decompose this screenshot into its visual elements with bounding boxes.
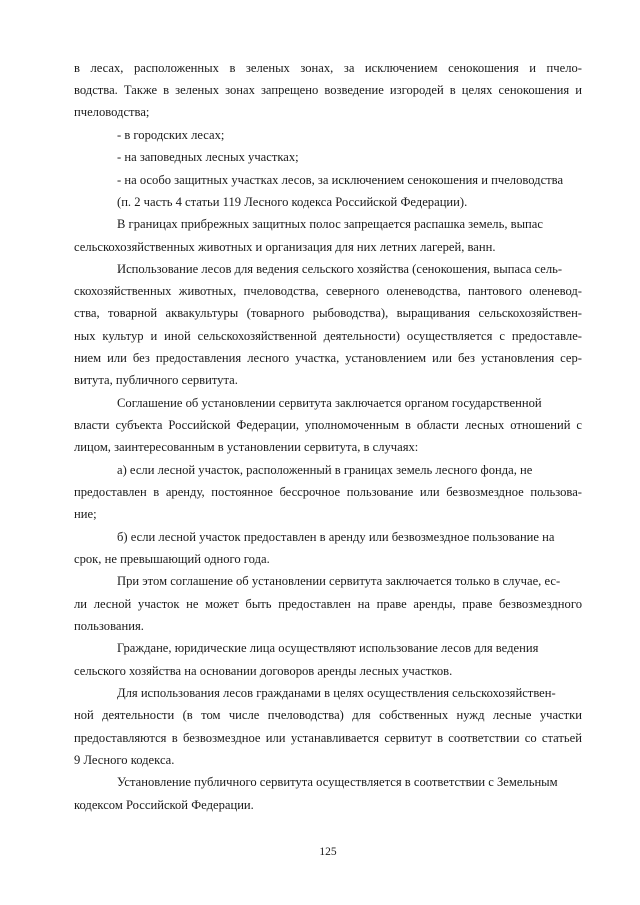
text-line: витута, публичного сервитута. (74, 373, 238, 387)
text-line: ние; (74, 507, 97, 521)
paragraph-start: Установление публичного сервитута осуществляется в соответствии с Земельным (117, 775, 558, 789)
text-line: нием или без предоставления лесного участка, установлением или без установления сер- (74, 351, 582, 365)
text-line: сельского хозяйства на основании договоров аренды лесных участков. (74, 664, 453, 678)
page-number: 125 (319, 846, 337, 858)
list-item: а) если лесной участок, расположенный в границах земель лесного фонда, не (117, 463, 533, 477)
paragraph-start: Граждане, юридические лица осуществляют использование лесов для ведения (117, 641, 539, 655)
text-line: ных культур и иной сельскохозяйственной деятельности) осуществляется с предоставле- (74, 329, 582, 343)
text-line: предоставлен в аренду, постоянное бессрочное пользование или безвозмездное пользова- (74, 485, 582, 499)
text-line: срок, не превышающий одного года. (74, 552, 270, 566)
list-item: - в городских лесах; (117, 128, 225, 142)
text-line: сельскохозяйственных животных и организация для них летних лагерей, ванн. (74, 240, 496, 254)
list-item: - на заповедных лесных участках; (117, 150, 299, 164)
text-line: ства, товарной аквакультуры (товарного рыбоводства), выращивания сельскохозяйствен- (74, 306, 582, 320)
text-line: скохозяйственных животных, пчеловодства, северного оленеводства, пантового оленевод- (74, 284, 582, 298)
text-line: пчеловодства; (74, 105, 150, 119)
paragraph-start: В границах прибрежных защитных полос запрещается распашка земель, выпас (117, 217, 543, 231)
paragraph-start: Для использования лесов гражданами в целях осуществления сельскохозяйствен- (117, 686, 556, 700)
text-line: кодексом Российской Федерации. (74, 798, 254, 812)
text-line: пользования. (74, 619, 144, 633)
text-line: ной деятельности (в том числе пчеловодства) для собственных нужд лесные участки (74, 708, 582, 722)
list-item: - на особо защитных участках лесов, за исключением сенокошения и пчеловодства (117, 173, 564, 187)
text-line: 9 Лесного кодекса. (74, 753, 175, 767)
text-line: лицом, заинтересованным в установлении сервитута, в случаях: (74, 440, 419, 454)
text-line: ли лесной участок не может быть предоставлен на праве аренды, праве безвозмездного (74, 597, 582, 611)
text-line: водства. Также в зеленых зонах запрещено возведение изгородей в целях сенокошения и (74, 83, 582, 97)
text-line: власти субъекта Российской Федерации, уполномоченным в области лесных отношений с (74, 418, 582, 432)
paragraph-start: При этом соглашение об установлении сервитута заключается только в случае, ес- (117, 574, 561, 588)
text-line: (п. 2 часть 4 статьи 119 Лесного кодекса Российской Федерации). (117, 195, 468, 209)
paragraph-start: Соглашение об установлении сервитута заключается органом государственной (117, 396, 542, 410)
list-item: б) если лесной участок предоставлен в аренду или безвозмездное пользование на (117, 530, 555, 544)
text-line: в лесах, расположенных в зеленых зонах, за исключением сенокошения и пчело- (74, 61, 582, 75)
paragraph-start: Использование лесов для ведения сельского хозяйства (сенокошения, выпаса сель- (117, 262, 563, 276)
text-line: предоставляются в безвозмездное или устанавливается сервитут в соответствии со статьей (74, 731, 582, 745)
